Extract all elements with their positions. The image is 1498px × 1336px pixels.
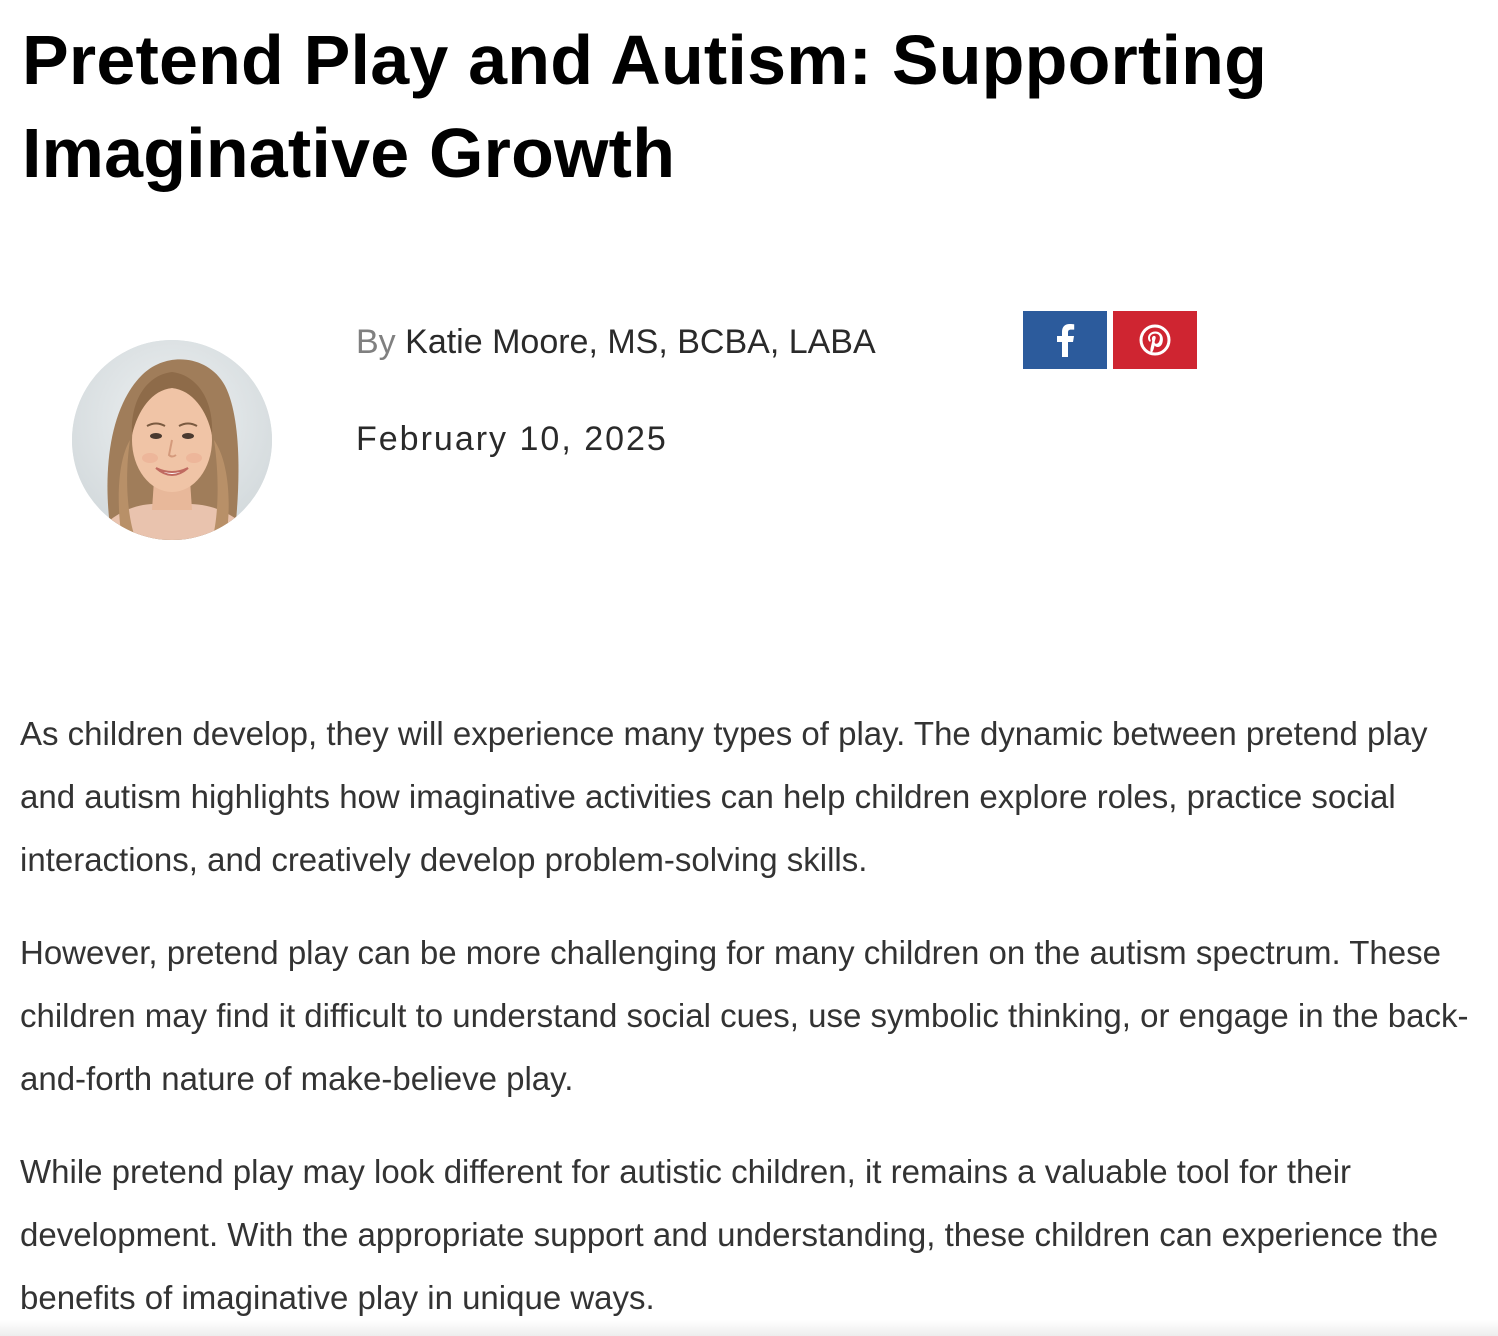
author-avatar	[72, 340, 272, 540]
article-paragraph: However, pretend play can be more challenging for many children on the autism spectrum. These children may find it difficult to understand social cues, use symbolic thinking, or engage in the back-and-forth nature of make-believe play.	[20, 934, 1469, 1097]
byline-prefix: By	[356, 323, 396, 361]
share-buttons	[1023, 311, 1197, 369]
pinterest-icon	[1139, 324, 1171, 356]
author-name[interactable]: Katie Moore, MS, BCBA, LABA	[405, 323, 876, 361]
article-title: Pretend Play and Autism: Supporting Imaginative Growth	[22, 21, 1268, 192]
article-paragraph: While pretend play may look different for autistic children, it remains a valuable tool for their development. With the appropriate support and understanding, these children can experience the benefits of imaginative play in unique ways.	[20, 1153, 1439, 1316]
article-body	[20, 702, 1485, 1336]
publish-date: February 10, 2025	[356, 420, 668, 458]
author-photo	[72, 340, 272, 540]
facebook-icon	[1055, 323, 1075, 357]
facebook-share-button[interactable]	[1023, 311, 1107, 369]
scroll-fade	[0, 1320, 1498, 1336]
pinterest-share-button[interactable]	[1113, 311, 1197, 369]
article-paragraph: As children develop, they will experience many types of play. The dynamic between pretend play and autism highlights how imaginative activities can help children explore roles, practice social interactions, and creatively develop problem-solving skills.	[20, 715, 1428, 878]
author-byline	[356, 322, 876, 362]
